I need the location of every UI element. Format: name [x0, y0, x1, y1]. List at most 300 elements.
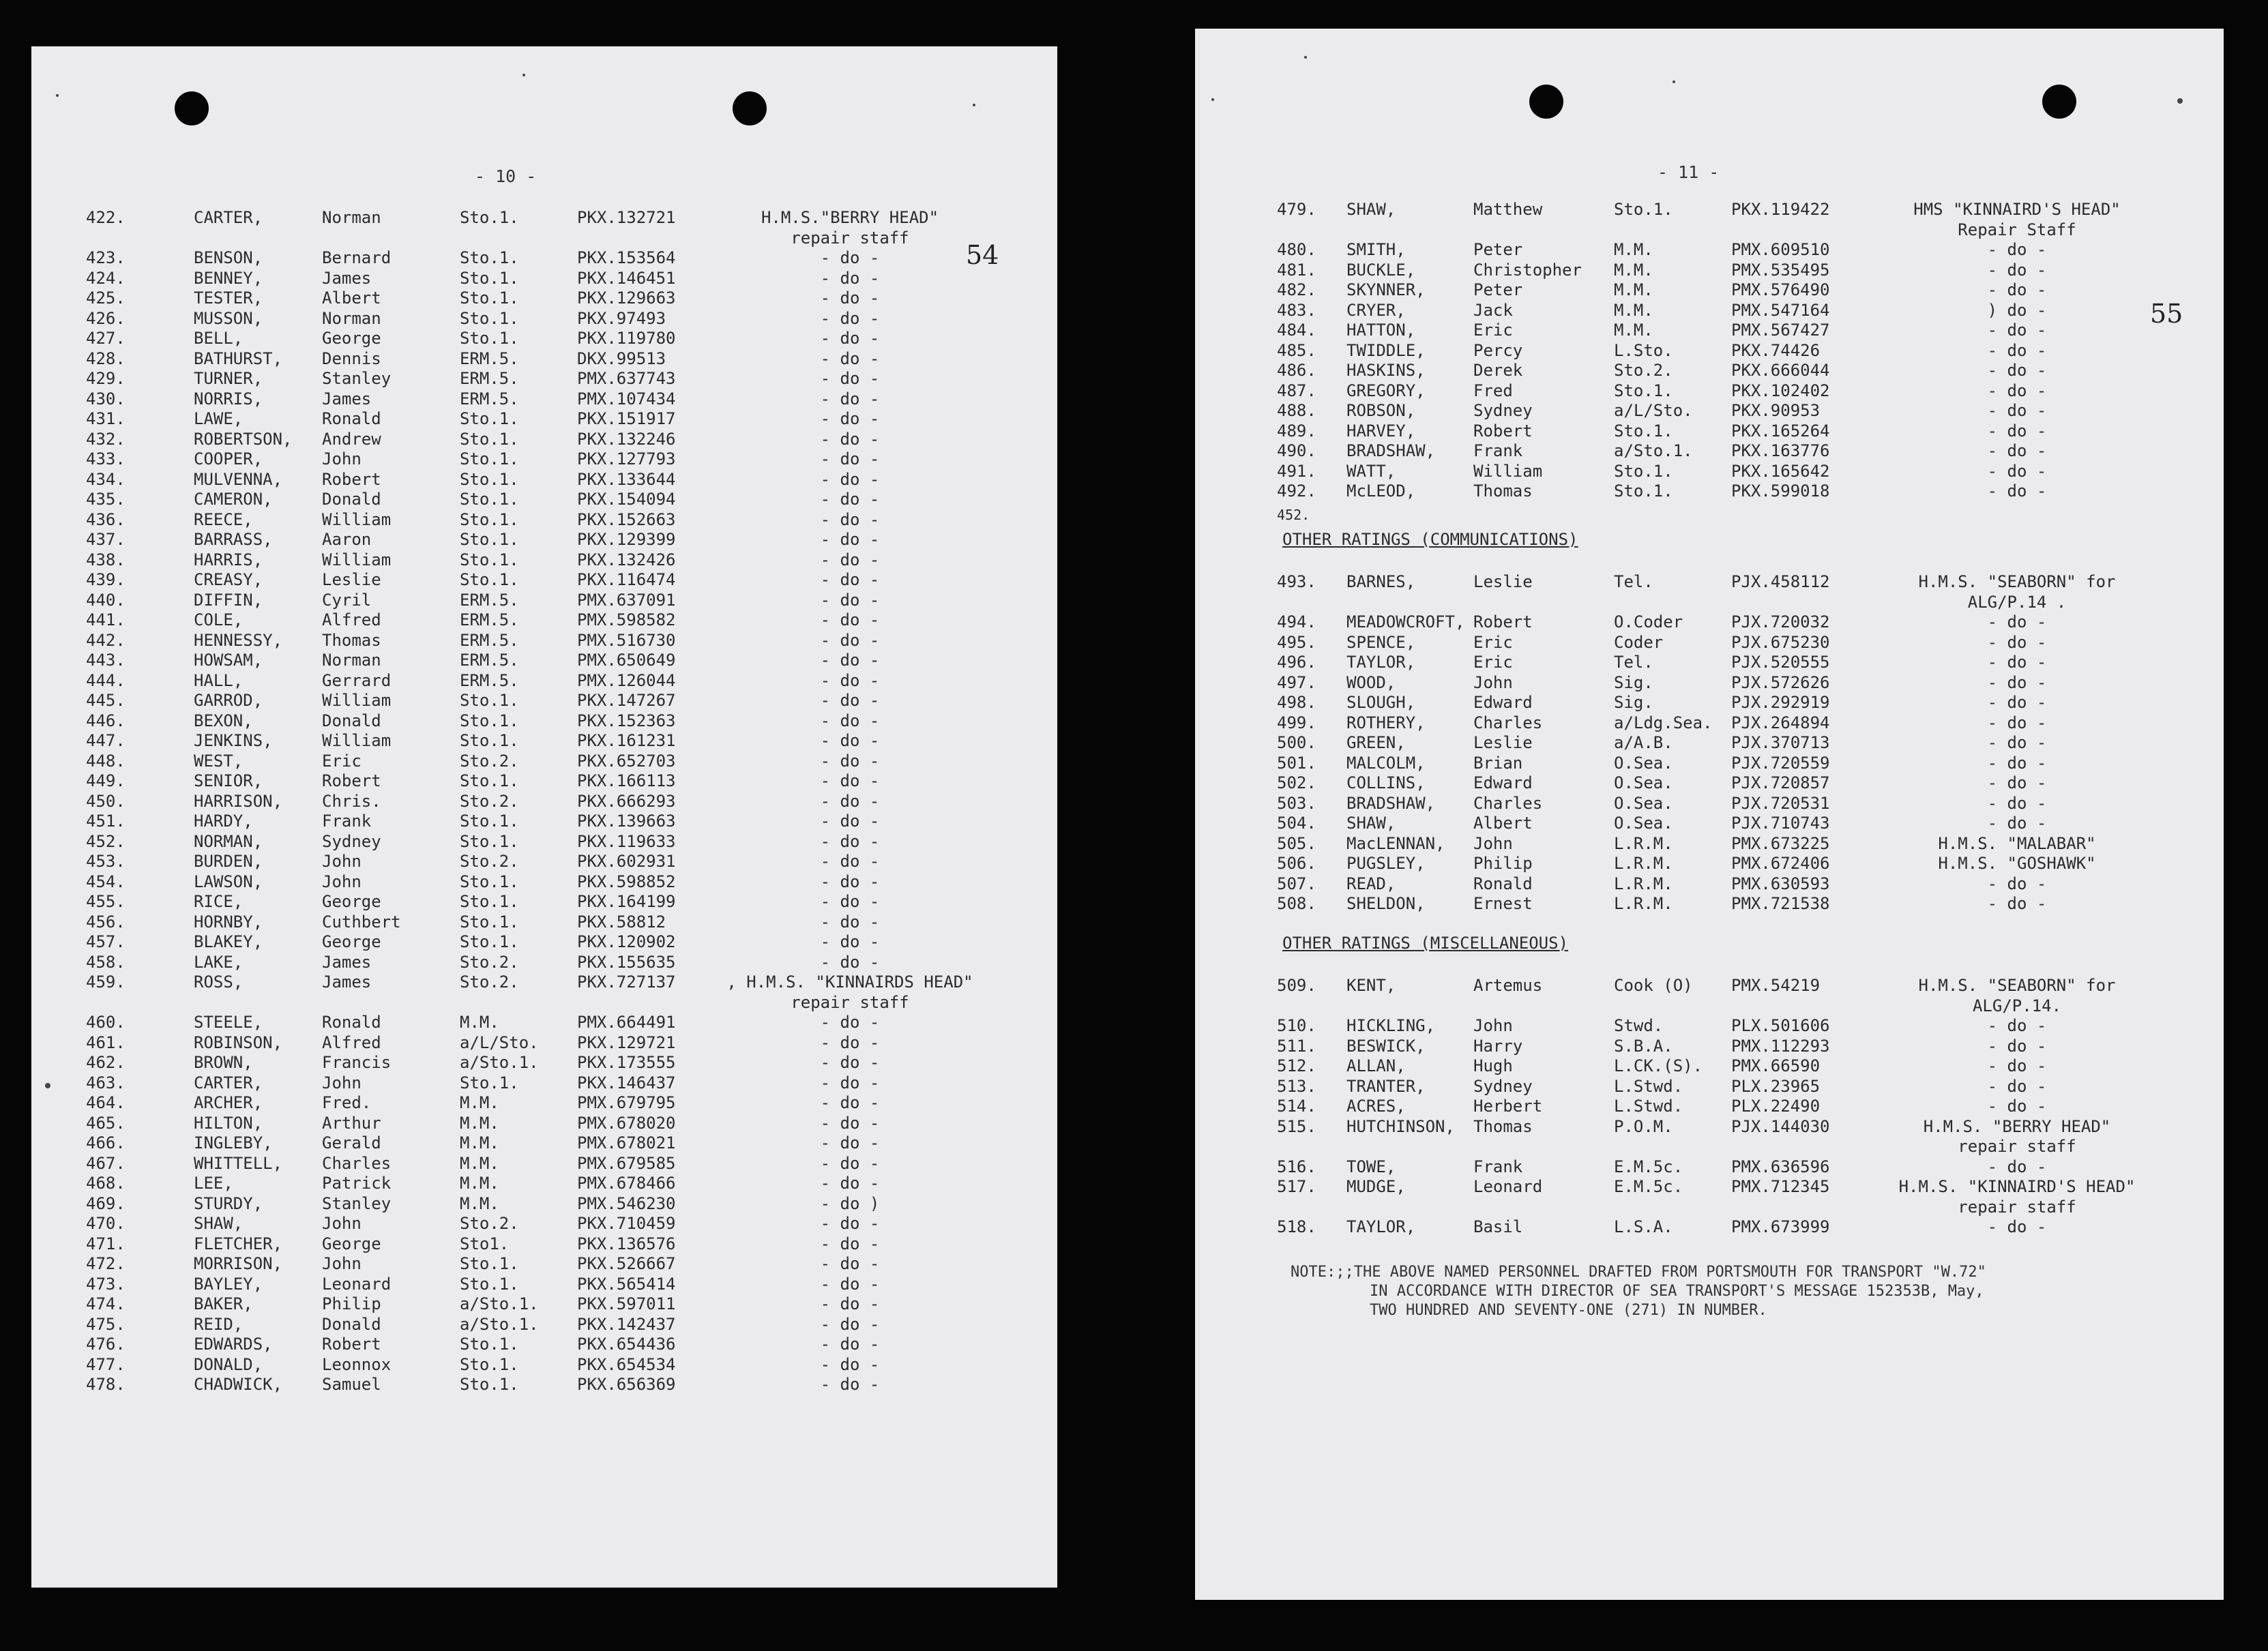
forename: Robert [1473, 421, 1533, 441]
ship-assignment: - do - [820, 268, 880, 288]
ship-assignment: H.M.S."BERRY HEAD" [761, 208, 939, 227]
surname: SKYNNER, [1346, 280, 1426, 299]
table-row [31, 1032, 1057, 1053]
forename: Derek [1473, 361, 1523, 380]
table-row [31, 891, 1057, 912]
entry-number: 434. [86, 469, 126, 489]
table-row [31, 529, 1057, 550]
forename: Frank [1473, 1157, 1523, 1176]
table-row [1195, 652, 2224, 672]
entry-number: 485. [1277, 340, 1316, 360]
official-number: PJX.720032 [1731, 612, 1830, 631]
entry-number: 502. [1277, 773, 1316, 792]
surname: DONALD, [194, 1354, 263, 1374]
table-row [31, 952, 1057, 972]
note-line-3: TWO HUNDRED AND SEVENTY-ONE (271) IN NUMBER. [1370, 1302, 1767, 1319]
surname: STURDY, [194, 1193, 263, 1213]
surname: MORRISON, [194, 1254, 283, 1273]
forename: Leslie [1473, 733, 1533, 752]
forename: Bernard [322, 248, 392, 267]
entry-number: 510. [1277, 1016, 1316, 1035]
entry-number: 447. [86, 731, 126, 750]
surname: MUDGE, [1346, 1177, 1406, 1196]
surname: WHITTELL, [194, 1153, 283, 1173]
official-number: PKX.161231 [577, 731, 676, 750]
ship-assignment: - do - [820, 248, 880, 267]
stray-mark: 452. [1277, 507, 1310, 523]
forename: Robert [322, 1335, 381, 1354]
table-row [1195, 813, 2224, 833]
forename: Norman [322, 308, 381, 328]
surname: CRYER, [1346, 300, 1406, 320]
surname: McLEOD, [1346, 481, 1416, 501]
forename: James [322, 389, 372, 408]
ship-assignment: , H.M.S. "KINNAIRDS HEAD" [726, 972, 973, 992]
official-number: PKX.727137 [577, 972, 676, 992]
surname: MULVENNA, [194, 469, 283, 489]
surname: ACRES, [1346, 1097, 1406, 1116]
official-number: DKX.99513 [577, 348, 666, 368]
stray-mark-row [1195, 505, 1331, 525]
official-number: PKX.565414 [577, 1274, 676, 1294]
forename: Hugh [1473, 1056, 1513, 1075]
table-row [31, 429, 1057, 449]
ship-assignment: - do - [1987, 713, 2047, 732]
rating: Tel. [1614, 572, 1653, 591]
table-row [31, 1052, 1057, 1073]
official-number: PKX.119422 [1731, 200, 1830, 219]
punch-hole [1529, 85, 1563, 119]
table-row [1195, 571, 2224, 592]
ship-assignment: - do - [820, 932, 880, 951]
official-number: PMX.630593 [1731, 874, 1830, 893]
official-number: PKX.165642 [1731, 461, 1830, 481]
table-row [31, 1133, 1057, 1153]
forename: Albert [1473, 814, 1533, 833]
forename: Ernest [1473, 894, 1533, 913]
entry-number: 458. [86, 952, 126, 972]
rating: Sto.1. [460, 1073, 519, 1092]
table-row [1195, 441, 2224, 461]
entry-number: 427. [86, 329, 126, 348]
surname: TWIDDLE, [1346, 340, 1426, 360]
ship-assignment: - do - [1987, 1036, 2047, 1056]
forename: Gerrard [322, 670, 392, 690]
surname: PUGSLEY, [1346, 854, 1426, 873]
entry-number: 507. [1277, 874, 1316, 893]
ship-assignment: ) do - [1987, 300, 2047, 320]
ship-assignment: HMS "KINNAIRD'S HEAD" [1913, 200, 2121, 219]
official-number: PMX.637091 [577, 590, 676, 610]
note-line-2: IN ACCORDANCE WITH DIRECTOR OF SEA TRANSPORT'S MESSAGE 152353B, May, [1370, 1283, 1984, 1300]
table-row [31, 1073, 1057, 1093]
ship-assignment: - do - [1987, 672, 2047, 692]
ship-assignment: - do - [1987, 814, 2047, 833]
official-number: PMX.679585 [577, 1153, 676, 1173]
rating: Sto.1. [460, 812, 519, 831]
surname: HARVEY, [1346, 421, 1416, 441]
table-row [31, 711, 1057, 731]
ship-assignment: - do ) [820, 1193, 880, 1213]
official-number: PMX.664491 [577, 1013, 676, 1032]
table-row [1195, 381, 2224, 401]
rating: a/L/Sto. [460, 1032, 539, 1052]
forename: Eric [1473, 321, 1513, 340]
surname: NORRIS, [194, 389, 263, 408]
surname: CHADWICK, [194, 1375, 283, 1394]
table-row [31, 751, 1057, 771]
ship-assignment: - do - [1987, 461, 2047, 481]
table-row [1195, 893, 2224, 914]
rating: Sto.1. [460, 248, 519, 267]
ship-assignment: - do - [820, 1053, 880, 1072]
surname: CAMERON, [194, 490, 273, 509]
table-row [1195, 1116, 2224, 1137]
forename: George [322, 892, 381, 911]
official-number: PKX.142437 [577, 1314, 676, 1334]
official-number: PMX.609510 [1731, 240, 1830, 259]
table-row [31, 831, 1057, 852]
surname: MUSSON, [194, 308, 263, 328]
forename: Frank [1473, 441, 1523, 460]
official-number: PJX.710743 [1731, 814, 1830, 833]
official-number: PJX.720857 [1731, 773, 1830, 792]
official-number: PKX.129399 [577, 530, 676, 549]
table-row [1195, 632, 2224, 653]
official-number: PJX.720531 [1731, 793, 1830, 813]
table-row [31, 509, 1057, 530]
surname: WEST, [194, 751, 244, 771]
entry-number: 476. [86, 1335, 126, 1354]
rating: ERM.5. [460, 630, 519, 650]
forename: Fred [1473, 381, 1513, 400]
official-number: PKX.139663 [577, 812, 676, 831]
forename: Stanley [322, 369, 392, 388]
table-row [31, 771, 1057, 791]
forename: Philip [1473, 854, 1533, 873]
ship-assignment: - do - [1987, 653, 2047, 672]
rating: a/Ldg.Sea. [1614, 713, 1713, 732]
rating: M.M. [460, 1153, 499, 1173]
table-row [1195, 853, 2224, 874]
rating: ERM.5. [460, 369, 519, 388]
forename: Gerald [322, 1133, 381, 1152]
table-row [1195, 1015, 2224, 1036]
ship-assignment: - do - [820, 308, 880, 328]
ship-assignment-continued: Repair Staff [1958, 220, 2076, 239]
official-number: PKX.164199 [577, 892, 676, 911]
table-row [1195, 732, 2224, 753]
surname: BRADSHAW, [1346, 441, 1436, 460]
surname: INGLEBY, [194, 1133, 273, 1152]
table-row [31, 389, 1057, 409]
entry-number: 478. [86, 1375, 126, 1394]
entry-number: 452. [86, 831, 126, 851]
left-page [31, 46, 1057, 1588]
official-number: PKX.597011 [577, 1294, 676, 1313]
table-row [1195, 340, 2224, 361]
official-number: PKX.129663 [577, 288, 676, 308]
official-number: PKX.146437 [577, 1073, 676, 1092]
official-number: PKX.97493 [577, 308, 666, 328]
ship-assignment: - do - [820, 1274, 880, 1294]
official-number: PMX.712345 [1731, 1177, 1830, 1196]
ship-assignment: H.M.S. "KINNAIRD'S HEAD" [1898, 1177, 2136, 1196]
rating: Sto.1. [1614, 481, 1673, 501]
table-row [1195, 692, 2224, 713]
entry-number: 456. [86, 912, 126, 932]
rating: Sto.1. [1614, 200, 1673, 219]
entry-number: 464. [86, 1093, 126, 1112]
entry-number: 459. [86, 972, 126, 992]
entry-number: 493. [1277, 572, 1316, 591]
official-number: PKX.90953 [1731, 401, 1821, 420]
official-number: PKX.102402 [1731, 381, 1830, 400]
rating: Sto.1. [1614, 381, 1673, 400]
official-number: PMX.535495 [1731, 260, 1830, 280]
forename: George [322, 932, 381, 951]
ship-assignment: - do - [820, 630, 880, 650]
ship-assignment: - do - [820, 1254, 880, 1273]
table-row [1195, 1176, 2224, 1197]
table-row [31, 912, 1057, 932]
ship-assignment: - do - [820, 1013, 880, 1032]
entry-number: 498. [1277, 693, 1316, 712]
rating: Sto.1. [460, 831, 519, 851]
forename: Ronald [1473, 874, 1533, 893]
entry-number: 504. [1277, 814, 1316, 833]
forename: Peter [1473, 280, 1523, 299]
surname: HENNESSY, [194, 630, 283, 650]
entry-number: 497. [1277, 672, 1316, 692]
official-number: PMX.66590 [1731, 1056, 1821, 1075]
surname: BURDEN, [194, 852, 263, 871]
surname: MEADOWCROFT, [1346, 612, 1465, 631]
ship-assignment: - do - [1987, 1056, 2047, 1075]
ship-assignment: - do - [1987, 1217, 2047, 1236]
forename: Edward [1473, 773, 1533, 792]
ship-assignment: - do - [820, 711, 880, 730]
table-row [1195, 239, 2224, 260]
folio-mark: 54 [966, 240, 999, 270]
surname: SHAW, [1346, 814, 1396, 833]
surname: WATT, [1346, 461, 1396, 481]
surname: ROBINSON, [194, 1032, 283, 1052]
ship-assignment-continued: repair staff [791, 228, 909, 248]
rating: M.M. [1614, 260, 1653, 280]
entry-number: 443. [86, 651, 126, 670]
entry-number: 483. [1277, 300, 1316, 320]
ship-assignment: - do - [820, 1113, 880, 1133]
ship-assignment: H.M.S. "SEABORN" for [1918, 572, 2116, 591]
surname: BARRASS, [194, 530, 273, 549]
heading-communications: OTHER RATINGS (COMMUNICATIONS) [1282, 530, 1578, 549]
ship-assignment-continued: repair staff [791, 992, 909, 1012]
entry-number: 463. [86, 1073, 126, 1092]
table-row [1195, 612, 2224, 632]
ship-assignment: - do - [820, 469, 880, 489]
official-number: PJX.292919 [1731, 693, 1830, 712]
surname: HATTON, [1346, 321, 1416, 340]
entry-number: 481. [1277, 260, 1316, 280]
entry-number: 516. [1277, 1157, 1316, 1176]
ship-assignment: - do - [1987, 753, 2047, 773]
entry-number: 514. [1277, 1097, 1316, 1116]
table-row [1195, 1157, 2224, 1177]
ship-assignment: H.M.S. "SEABORN" for [1918, 976, 2116, 995]
entry-number: 461. [86, 1032, 126, 1052]
entry-number: 437. [86, 530, 126, 549]
ship-assignment: - do - [820, 369, 880, 388]
official-number: PKX.152663 [577, 509, 676, 529]
official-number: PKX.119633 [577, 831, 676, 851]
surname: COLE, [194, 610, 244, 629]
table-row [31, 1193, 1057, 1214]
rating: Sto.1. [460, 1335, 519, 1354]
ship-assignment: - do - [820, 570, 880, 589]
rating: Sto.1. [1614, 461, 1673, 481]
note-line-1: NOTE:;;THE ABOVE NAMED PERSONNEL DRAFTED FROM PORTSMOUTH FOR TRANSPORT "W.72" [1291, 1264, 1986, 1281]
table-row [31, 1274, 1057, 1294]
official-number: PKX.132426 [577, 550, 676, 569]
official-number: PMX.678020 [577, 1113, 676, 1133]
official-number: PJX.370713 [1731, 733, 1830, 752]
rating: Sto.1. [460, 1354, 519, 1374]
forename: Harry [1473, 1036, 1523, 1056]
entry-number: 505. [1277, 833, 1316, 853]
forename: Leonard [1473, 1177, 1543, 1196]
entry-number: 474. [86, 1294, 126, 1313]
rating: ERM.5. [460, 389, 519, 408]
forename: Donald [322, 1314, 381, 1334]
rating: O.Sea. [1614, 793, 1673, 813]
rating: M.M. [1614, 321, 1653, 340]
table-row [31, 872, 1057, 892]
surname: TRANTER, [1346, 1076, 1426, 1096]
forename: Cyril [322, 590, 372, 610]
entry-number: 438. [86, 550, 126, 569]
dust-speck [56, 94, 59, 97]
surname: GARROD, [194, 691, 263, 710]
table-row [1195, 421, 2224, 441]
ship-assignment: - do - [1987, 1097, 2047, 1116]
entry-number: 455. [86, 892, 126, 911]
rating: M.M. [460, 1133, 499, 1152]
official-number: PKX.666044 [1731, 361, 1830, 380]
surname: HARDY, [194, 812, 253, 831]
entry-number: 491. [1277, 461, 1316, 481]
entry-number: 468. [86, 1174, 126, 1193]
rating: M.M. [460, 1113, 499, 1133]
rating: Sto.1. [460, 872, 519, 891]
rating: Sto.1. [460, 490, 519, 509]
table-row [31, 1113, 1057, 1133]
entry-number: 449. [86, 771, 126, 790]
page-number: - 10 - [475, 166, 537, 186]
table-row [31, 1354, 1057, 1375]
forename: Norman [322, 651, 381, 670]
rating: Stwd. [1614, 1016, 1664, 1035]
forename: William [322, 509, 392, 529]
ship-assignment: - do - [820, 1153, 880, 1173]
ship-assignment: - do - [820, 831, 880, 851]
entry-number: 473. [86, 1274, 126, 1294]
table-row [1195, 833, 2224, 854]
entry-number: 425. [86, 288, 126, 308]
ship-assignment-continued: repair staff [1958, 1137, 2076, 1156]
ship-assignment: - do - [820, 1314, 880, 1334]
ship-assignment: - do - [820, 1174, 880, 1193]
ship-assignment: - do - [1987, 1157, 2047, 1176]
surname: HOWSAM, [194, 651, 263, 670]
entry-number: 454. [86, 872, 126, 891]
official-number: PKX.652703 [577, 751, 676, 771]
ship-assignment: - do - [820, 892, 880, 911]
ship-assignment: - do - [820, 1214, 880, 1233]
forename: Alfred [322, 610, 381, 629]
forename: John [1473, 1016, 1513, 1035]
rating: Sto.1. [460, 530, 519, 549]
forename: James [322, 972, 372, 992]
entry-number: 486. [1277, 361, 1316, 380]
entry-number: 513. [1277, 1076, 1316, 1096]
forename: William [1473, 461, 1543, 481]
official-number: PKX.599018 [1731, 481, 1830, 501]
table-row [31, 1213, 1057, 1234]
entry-number: 512. [1277, 1056, 1316, 1075]
rating: Sto.1. [460, 208, 519, 227]
official-number: PMX.576490 [1731, 280, 1830, 299]
entry-number: 432. [86, 429, 126, 449]
table-row [1195, 793, 2224, 814]
forename: Ronald [322, 409, 381, 428]
right-page [1195, 29, 2224, 1600]
forename: John [322, 852, 362, 871]
ship-assignment: - do - [820, 670, 880, 690]
entry-number: 487. [1277, 381, 1316, 400]
ship-assignment: - do - [1987, 361, 2047, 380]
ship-assignment: - do - [820, 530, 880, 549]
official-number: PJX.458112 [1731, 572, 1830, 591]
ship-assignment: - do - [820, 812, 880, 831]
surname: TAYLOR, [1346, 653, 1416, 672]
entry-number: 472. [86, 1254, 126, 1273]
surname: BLAKEY, [194, 932, 263, 951]
forename: James [322, 268, 372, 288]
forename: Leslie [322, 570, 381, 589]
forename: Eric [1473, 653, 1513, 672]
ship-assignment: - do - [1987, 693, 2047, 712]
forename: Thomas [1473, 1116, 1533, 1136]
entry-number: 509. [1277, 976, 1316, 995]
entry-number: 518. [1277, 1217, 1316, 1236]
table-row [1195, 773, 2224, 793]
ship-assignment: - do - [820, 651, 880, 670]
rating: Sto.2. [460, 1214, 519, 1233]
table-row [31, 811, 1057, 831]
table-row [31, 1314, 1057, 1335]
ship-assignment: H.M.S. "BERRY HEAD" [1923, 1116, 2111, 1136]
official-number: PKX.154094 [577, 490, 676, 509]
ship-assignment: - do - [1987, 632, 2047, 652]
entry-number: 426. [86, 308, 126, 328]
official-number: PKX.147267 [577, 691, 676, 710]
forename: Charles [1473, 793, 1543, 813]
ship-assignment: - do - [1987, 260, 2047, 280]
forename: Jack [1473, 300, 1513, 320]
official-number: PKX.598852 [577, 872, 676, 891]
entry-number: 450. [86, 791, 126, 811]
